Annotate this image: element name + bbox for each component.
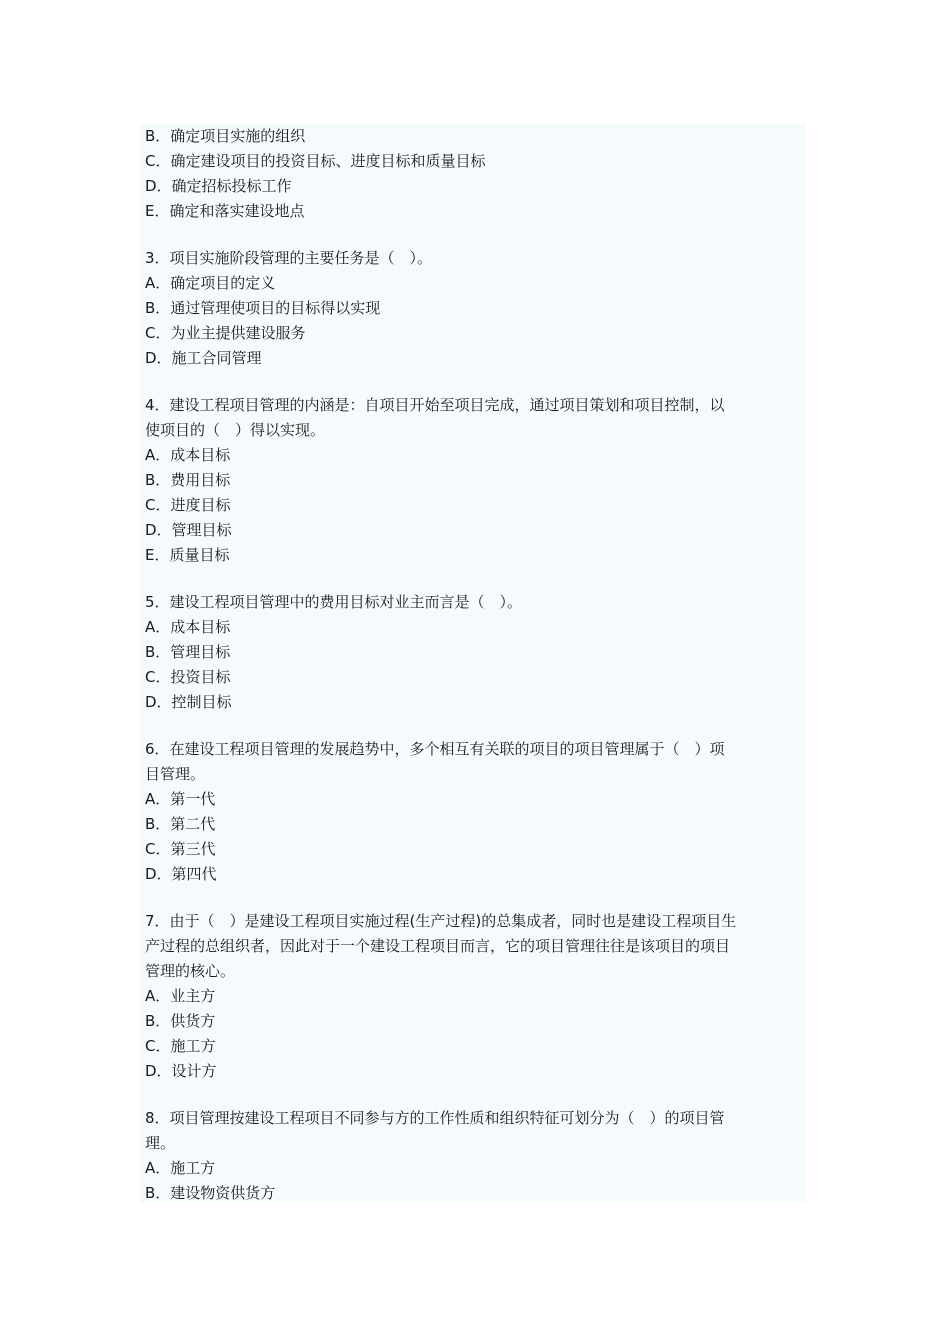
question-stem-cont: 管理的核心。: [145, 962, 236, 980]
question-stem: 7．由于（ ）是建设工程项目实施过程(生产过程)的总集成者，同时也是建设工程项目生: [145, 912, 737, 930]
option-c: C．进度目标: [145, 496, 231, 514]
option-b: B．供货方: [145, 1012, 216, 1030]
option-a: A．成本目标: [145, 446, 231, 464]
option-d: D．第四代: [145, 865, 217, 883]
option-c: C．第三代: [145, 840, 216, 858]
option-d: D．管理目标: [145, 521, 232, 539]
option-b: B．确定项目实施的组织: [145, 127, 306, 145]
option-e: E．质量目标: [145, 546, 230, 564]
option-a: A．确定项目的定义: [145, 274, 276, 292]
question-stem: 3．项目实施阶段管理的主要任务是（ ）。: [145, 249, 433, 267]
question-8: [145, 1106, 801, 1206]
question-stem: 4．建设工程项目管理的内涵是：自项目开始至项目完成，通过项目策划和项目控制，以: [145, 396, 725, 414]
question-stem-cont: 目管理。: [145, 765, 206, 783]
question-stem-cont: 使项目的（ ）得以实现。: [145, 421, 326, 439]
option-b: B．第二代: [145, 815, 216, 833]
question-stem: 8．项目管理按建设工程项目不同参与方的工作性质和组织特征可划分为（ ）的项目管: [145, 1109, 725, 1127]
option-d: D．设计方: [145, 1062, 217, 1080]
question-stem-cont: 产过程的总组织者，因此对于一个建设工程项目而言，它的项目管理往往是该项目的项目: [145, 937, 731, 955]
option-d: D．控制目标: [145, 693, 232, 711]
option-d: D．施工合同管理: [145, 349, 262, 367]
question-6: [145, 737, 801, 887]
question-3: [145, 246, 801, 371]
option-b: B．费用目标: [145, 471, 231, 489]
option-b: B．管理目标: [145, 643, 231, 661]
question-stem: 6．在建设工程项目管理的发展趋势中，多个相互有关联的项目的项目管理属于（ ）项: [145, 740, 725, 758]
option-a: A．业主方: [145, 987, 216, 1005]
option-d: D．确定招标投标工作: [145, 177, 292, 195]
option-e: E．确定和落实建设地点: [145, 202, 305, 220]
option-a: A．施工方: [145, 1159, 216, 1177]
option-c: C．确定建设项目的投资目标、进度目标和质量目标: [145, 152, 486, 170]
option-a: A．第一代: [145, 790, 216, 808]
option-b: B．建设物资供货方: [145, 1184, 276, 1202]
document-content: [140, 124, 806, 1203]
option-c: C．投资目标: [145, 668, 231, 686]
option-c: C．为业主提供建设服务: [145, 324, 306, 342]
option-b: B．通过管理使项目的目标得以实现: [145, 299, 381, 317]
question-4: [145, 393, 801, 568]
option-c: C．施工方: [145, 1037, 216, 1055]
question-stem: 5．建设工程项目管理中的费用目标对业主而言是（ ）。: [145, 593, 523, 611]
question-2-options: [145, 124, 801, 224]
question-stem-cont: 理。: [145, 1134, 176, 1152]
question-5: [145, 590, 801, 715]
question-7: [145, 909, 801, 1084]
option-a: A．成本目标: [145, 618, 231, 636]
